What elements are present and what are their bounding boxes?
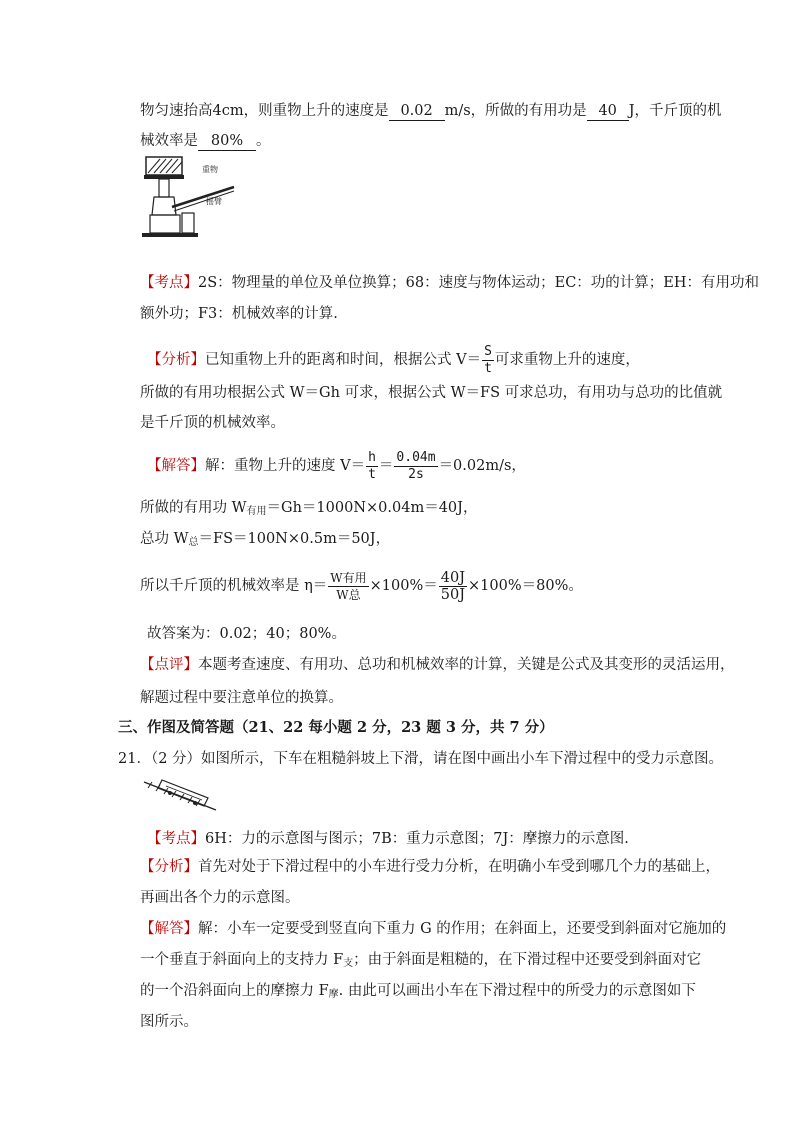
kaodian-tag: 【考点】 xyxy=(140,275,198,291)
jack-figure xyxy=(140,155,236,241)
q20-fenxi-line-2: 所做的有用功根据公式 W＝Gh 可求，根据公式 W＝FS 可求总功，有用功与总功的比值就 xyxy=(140,385,723,401)
q20-fenxi-line-3: 是千斤顶的机械效率。 xyxy=(140,415,285,431)
q20-dianping-line-2: 解题过程中要注意单位的换算。 xyxy=(140,690,343,706)
section-3-heading: 三、作图及简答题（21、22 每小题 2 分，23 题 3 分，共 7 分） xyxy=(118,719,554,736)
q20-dianping-line-1: 【点评】本题考查速度、有用功、总功和机械效率的计算，关键是公式及其变形的灵活运用， xyxy=(140,657,735,673)
q20-jieda-line-4: 所以千斤顶的机械效率是 η＝ $\frac{\text{W有用}}{\text{W总}}$ ×100%＝ $\frac{40J}{50J}$ ×100%＝80%。 xyxy=(140,569,583,603)
q20-answer-line-2: 械效率是 80% 。 xyxy=(140,133,271,149)
fraction-h-over-t: $\frac{h}{t}$ xyxy=(368,449,376,482)
q20-answer-line-1: 物匀速抬高4cm，则重物上升的速度是 0.02 m/s，所做的有用功是 40 J，千斤顶的机 xyxy=(140,103,722,119)
figure-label-weight: 重物 xyxy=(202,165,218,174)
figure-label-lever: 摇臂 xyxy=(206,197,222,206)
blank-efficiency: 80% xyxy=(198,132,256,151)
fenxi-tag: 【分析】 xyxy=(140,859,198,875)
dianping-tag: 【点评】 xyxy=(140,657,198,673)
fraction-40j-over-50j: $\frac{40J}{50J}$ xyxy=(440,569,466,603)
jieda-tag: 【解答】 xyxy=(147,458,205,474)
incline-cart-figure xyxy=(140,774,220,816)
kaodian-tag: 【考点】 xyxy=(147,831,205,847)
jieda-tag: 【解答】 xyxy=(140,921,198,937)
q20-answer-summary: 故答案为：0.02；40；80%。 xyxy=(147,626,346,642)
q21-jieda-line-1: 【解答】解：小车一定要受到竖直向下重力 G 的作用；在斜面上，还要受到斜面对它施加的 xyxy=(140,921,727,937)
fenxi-tag: 【分析】 xyxy=(147,352,205,368)
fraction-distance-over-time: $\frac{0.04m}{2s}$ xyxy=(396,449,436,482)
blank-speed: 0.02 xyxy=(389,102,445,121)
q20-kaodian-line-2: 额外功；F3：机械效率的计算. xyxy=(140,306,338,322)
q21-jieda-line-2: 一个垂直于斜面向上的支持力 $F_支$；由于斜面是粗糙的，在下滑过程中还要受到斜面对它 xyxy=(140,952,702,969)
q20-jieda-line-2: 所做的有用功 $W_{有用}=Gh=1000N\times 0.04m=40J$， xyxy=(140,500,478,517)
q21-jieda-line-4: 图所示。 xyxy=(140,1014,198,1030)
fraction-useful-over-total: $\frac{\text{W有用}}{\text{W总}}$ xyxy=(330,570,367,602)
q21-fenxi-line-1: 【分析】首先对处于下滑过程中的小车进行受力分析，在明确小车受到哪几个力的基础上， xyxy=(140,859,720,875)
q20-fenxi-line-1: 【分析】已知重物上升的距离和时间，根据公式 V＝ $\frac{S}{t}$ 可求重物上升的速度， xyxy=(147,343,640,376)
q21-fenxi-line-2: 再画出各个力的示意图。 xyxy=(140,890,300,906)
q20-jieda-line-1: 【解答】解：重物上升的速度 V＝ $\frac{h}{t}$ ＝ $\frac{0.04m}{2s}$ ＝0.02m/s， xyxy=(147,449,526,482)
q21-kaodian: 【考点】6H：力的示意图与图示；7B：重力示意图；7J：摩擦力的示意图. xyxy=(147,831,629,847)
fraction-s-over-t: $\frac{S}{t}$ xyxy=(484,343,492,376)
q20-jieda-line-3: 总功 $W_总=FS=100N\times 0.5m=50J$， xyxy=(140,531,391,548)
blank-useful-work: 40 xyxy=(587,102,629,121)
q21-stem: 21．（2 分）如图所示，下车在粗糙斜坡上下滑，请在图中画出小车下滑过程中的受力示意图。 xyxy=(118,751,724,767)
q21-jieda-line-3: 的一个沿斜面向上的摩擦力 $F_摩$. 由此可以画出小车在下滑过程中的所受力的示意图如下 xyxy=(140,983,696,1000)
q20-kaodian-line-1: 【考点】2S：物理量的单位及单位换算；68：速度与物体运动；EC：功的计算；EH：有用功和 xyxy=(140,275,760,291)
